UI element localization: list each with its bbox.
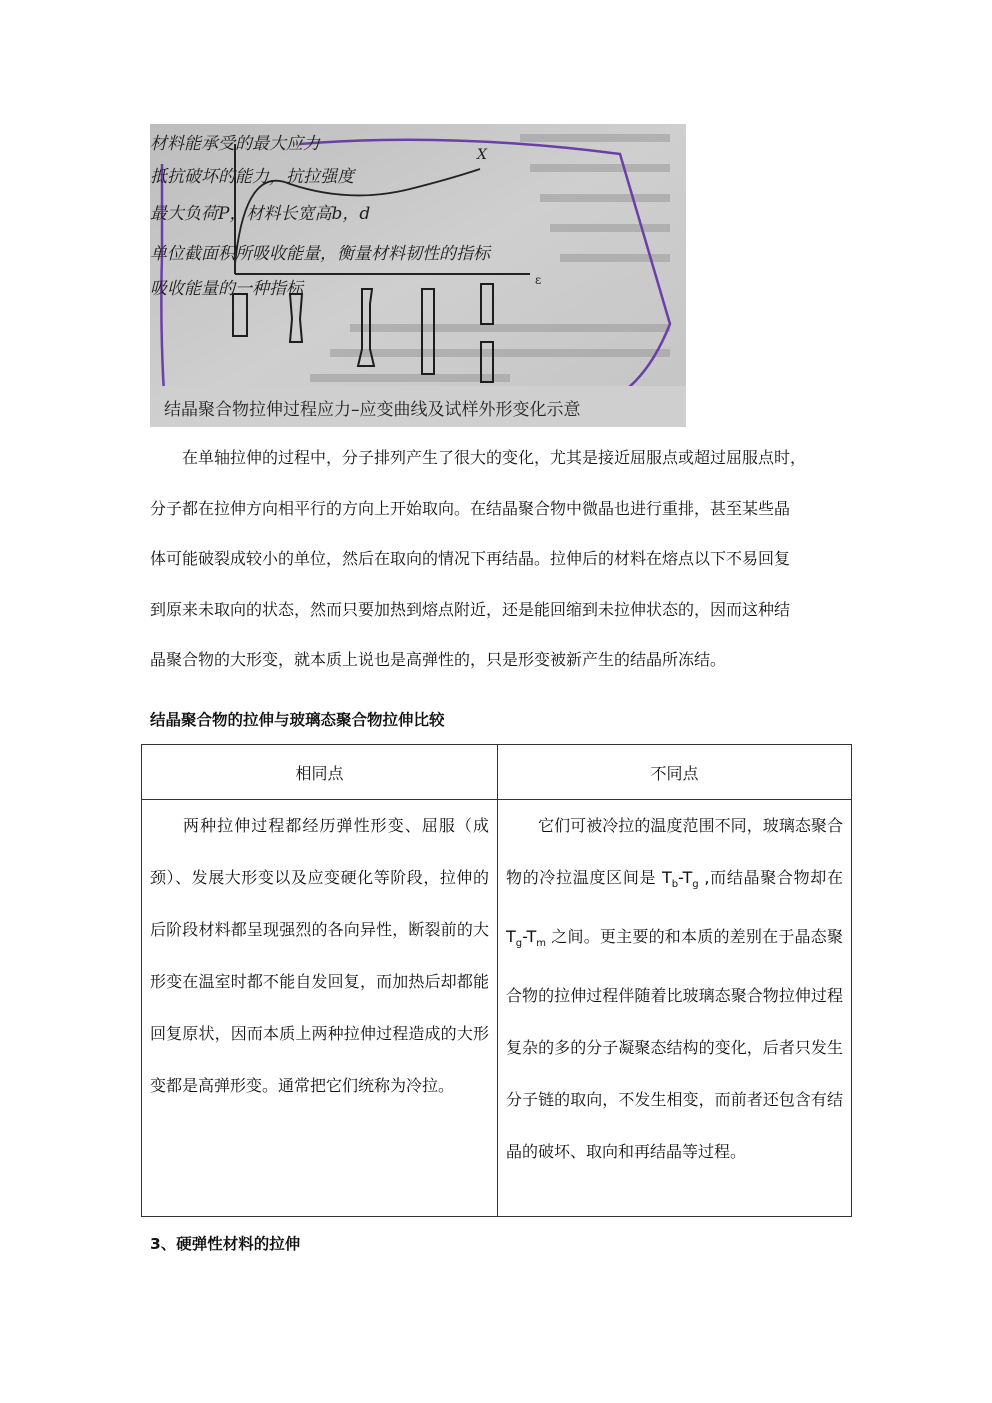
- diff-text-5: 之间。更主要的和本质的差别在于晶态聚合物的拉伸过程伴随着比玻璃态聚合物拉伸过程复杂的多的分子凝聚态结构的变化，后者只发生分子链的取向，不发生相变，而前者还包含有结晶的破坏、取向和再结晶等过程。: [506, 927, 843, 1162]
- cell-same: [142, 800, 498, 1217]
- diff-sub-g1: g: [692, 879, 699, 891]
- header-same: 相同点: [142, 745, 498, 800]
- handwritten-line-2: 抵抗破坏的能力，抗拉强度: [150, 167, 354, 187]
- diff-text-2: -T: [678, 868, 693, 887]
- notes-photo-graphic: [150, 124, 686, 427]
- header-different: 不同点: [498, 745, 852, 800]
- comparison-table: [141, 744, 852, 1217]
- photo-caption: 结晶聚合物拉伸过程应力–应变曲线及试样外形变化示意: [164, 400, 581, 420]
- diff-sub-g2: g: [515, 938, 523, 950]
- comparison-title: 结晶聚合物的拉伸与玻璃态聚合物拉伸比较: [150, 711, 445, 729]
- same-text: 两种拉伸过程都经历弹性形变、屈服（成颈）、发展大形变以及应变硬化等阶段，拉伸的后阶段材料都呈现强烈的各向异性，断裂前的大形变在温室时都不能自发回复，而加热后却都能回复原状，因而本质上两种拉伸过程造成的大形变都是高弹形变。通常把它们统称为冷拉。: [150, 816, 489, 1095]
- paragraph-line-2: 分子都在拉伸方向相平行的方向上开始取向。在结晶聚合物中微晶也进行重排，甚至某些晶: [150, 498, 791, 518]
- body-paragraph: [150, 433, 850, 686]
- notes-photo: [150, 124, 686, 427]
- section-3-title: 3、硬弹性材料的拉伸: [150, 1235, 301, 1253]
- axis-epsilon-label: ε: [535, 273, 542, 287]
- diff-sub-b: b: [671, 879, 679, 891]
- paragraph-line-4: 到原来未取向的状态，然而只要加热到熔点附近，还是能回缩到未拉伸状态的，因而这种结: [150, 599, 791, 619]
- table-row: [142, 800, 852, 1217]
- handwritten-line-4: 单位截面积所吸收能量，衡量材料韧性的指标: [150, 244, 490, 264]
- paragraph-line-5: 晶聚合物的大形变，就本质上说也是高弹性的，只是形变被新产生的结晶所冻结。: [150, 650, 727, 669]
- diff-text-1: 它们可被冷拉的温度范围不同，玻璃态聚合物的冷拉温度区间是 T: [506, 816, 843, 887]
- diff-text-4: -T: [522, 927, 537, 947]
- paragraph-line-1: 在单轴拉伸的过程中，分子排列产生了很大的变化，尤其是接近屈服点或超过屈服点时，: [182, 448, 807, 467]
- handwritten-line-3: 最大负荷P，材料长宽高b，d: [150, 204, 371, 224]
- cell-different: [498, 800, 852, 1217]
- handwritten-line-1: 材料能承受的最大应力: [150, 134, 320, 154]
- handwritten-line-5: 吸收能量的一种指标: [150, 279, 303, 299]
- break-point-label: X: [477, 147, 487, 163]
- diff-text-3: ,而结晶聚合物却在 T: [506, 868, 843, 947]
- table-header-row: [142, 745, 852, 800]
- diff-sub-m: m: [536, 938, 546, 950]
- paragraph-line-3: 体可能破裂成较小的单位，然后在取向的情况下再结晶。拉伸后的材料在熔点以下不易回复: [150, 549, 791, 568]
